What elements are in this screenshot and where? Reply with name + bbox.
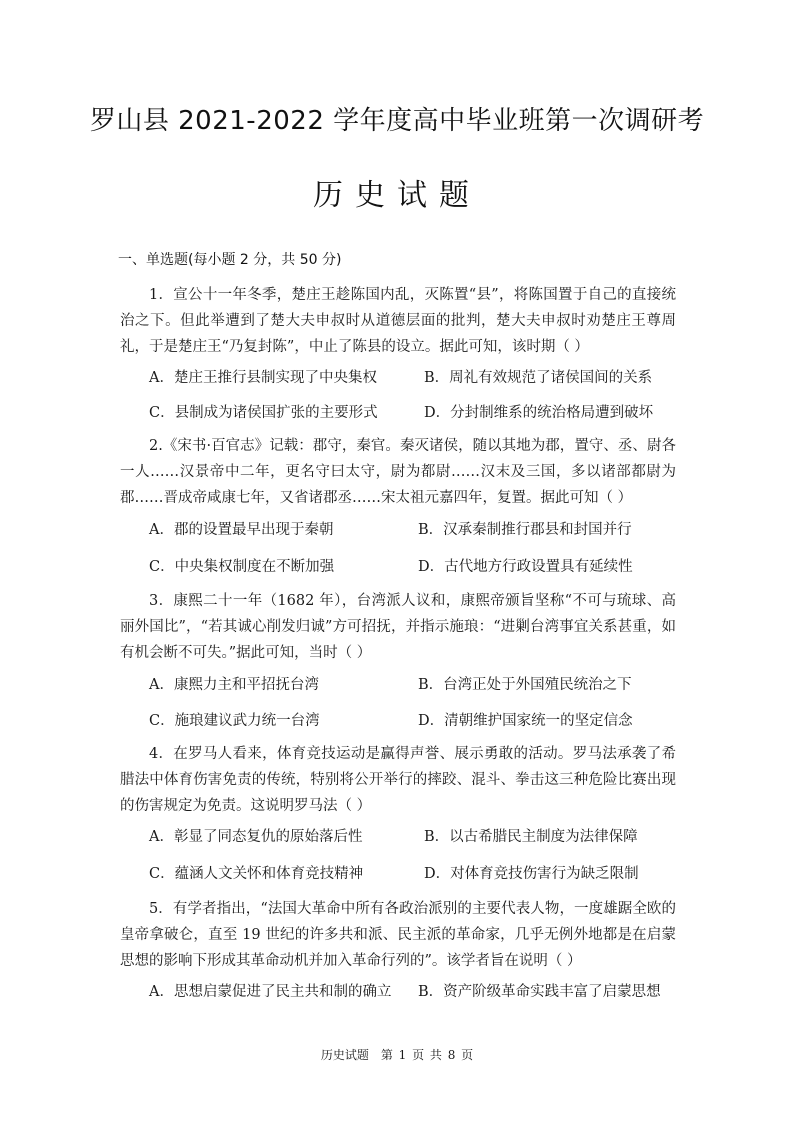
question-stem: 2.《宋书·百官志》记载：郡守，秦官。秦灭诸侯，随以其地为郡，置守、丞、尉各一人……汉景帝中二年，更名守曰太守，尉为都尉……汉末及三国，多以诸部都尉为郡……晋成帝咸康七年，又省诸郡丞……宋太祖元嘉四年，复置。据此可知（ ） bbox=[120, 438, 676, 506]
question-3 bbox=[120, 588, 676, 666]
question-stem: 5．有学者指出，“法国大革命中所有各政治派别的主要代表人物，一度雄踞全欧的皇帝拿破仑，直至 19 世纪的许多共和派、民主派的革命家，几乎无例外地都是在启蒙思想的影响下形成其革命动机并加入革命行列的”。该学者旨在说明（ ） bbox=[120, 901, 676, 969]
question-stem: 1．宣公十一年冬季，楚庄王趁陈国内乱，灭陈置“县”，将陈国置于自己的直接统治之下。但此举遭到了楚大夫申叔时从道德层面的批判，楚大夫申叔时劝楚庄王尊周礼，于是楚庄王“乃复封陈”，中止了陈县的设立。据此可知，该时期（ ） bbox=[120, 287, 676, 355]
question-4 bbox=[120, 741, 676, 819]
question-stem: 4．在罗马人看来，体育竞技运动是赢得声誉、展示勇敢的活动。罗马法承袭了希腊法中体育伤害免责的传统，特别将公开举行的摔跤、混斗、拳击这三种危险比赛出现的伤害规定为免责。这说明罗马法（ ） bbox=[120, 746, 676, 814]
question-2 bbox=[120, 433, 676, 511]
option-c: C．蕴涵人文关怀和体育竞技精神 bbox=[149, 866, 364, 882]
question-stem: 3．康熙二十一年（1682 年），台湾派人议和，康熙帝颁旨坚称“不可与琉球、高丽外国比”，“若其诚心削发归诚”方可招抚，并指示施琅：“进剿台湾事宜关系甚重，如有机会断不可失。”据此可知，当时（ ） bbox=[120, 593, 676, 661]
option-d: D．分封制维系的统治格局遭到破坏 bbox=[424, 405, 654, 421]
option-b: B．以古希腊民主制度为法律保障 bbox=[424, 829, 638, 845]
option-c: C．中央集权制度在不断加强 bbox=[149, 559, 335, 575]
option-d: D．古代地方行政设置具有延续性 bbox=[418, 559, 633, 575]
option-c: C．施琅建议武力统一台湾 bbox=[149, 713, 320, 729]
option-b: B．资产阶级革命实践丰富了启蒙思想 bbox=[418, 984, 661, 1000]
option-b: B．周礼有效规范了诸侯国间的关系 bbox=[424, 370, 653, 386]
page-footer: 历史试题 第 1 页 共 8 页 bbox=[320, 1048, 474, 1062]
option-b: B．台湾正处于外国殖民统治之下 bbox=[418, 677, 632, 693]
option-b: B．汉承秦制推行郡县和封国并行 bbox=[418, 522, 632, 538]
option-a: A．彰显了同态复仇的原始落后性 bbox=[149, 829, 363, 845]
exam-title: 罗山县 2021-2022 学年度高中毕业班第一次调研考 bbox=[89, 106, 705, 136]
option-d: D．对体育竞技伤害行为缺乏限制 bbox=[424, 866, 639, 882]
option-c: C．县制成为诸侯国扩张的主要形式 bbox=[149, 405, 378, 421]
question-1 bbox=[120, 282, 676, 360]
option-a: A．康熙力主和平招抚台湾 bbox=[149, 677, 319, 693]
option-d: D．清朝维护国家统一的坚定信念 bbox=[418, 713, 633, 729]
option-a: A．楚庄王推行县制实现了中央集权 bbox=[149, 370, 377, 386]
option-a: A．郡的设置最早出现于秦朝 bbox=[149, 522, 334, 538]
section-heading: 一、单选题(每小题 2 分，共 50 分) bbox=[118, 252, 342, 268]
subject-title: 历史试题 bbox=[313, 178, 481, 213]
option-a: A．思想启蒙促进了民主共和制的确立 bbox=[149, 984, 392, 1000]
question-5 bbox=[120, 896, 676, 974]
